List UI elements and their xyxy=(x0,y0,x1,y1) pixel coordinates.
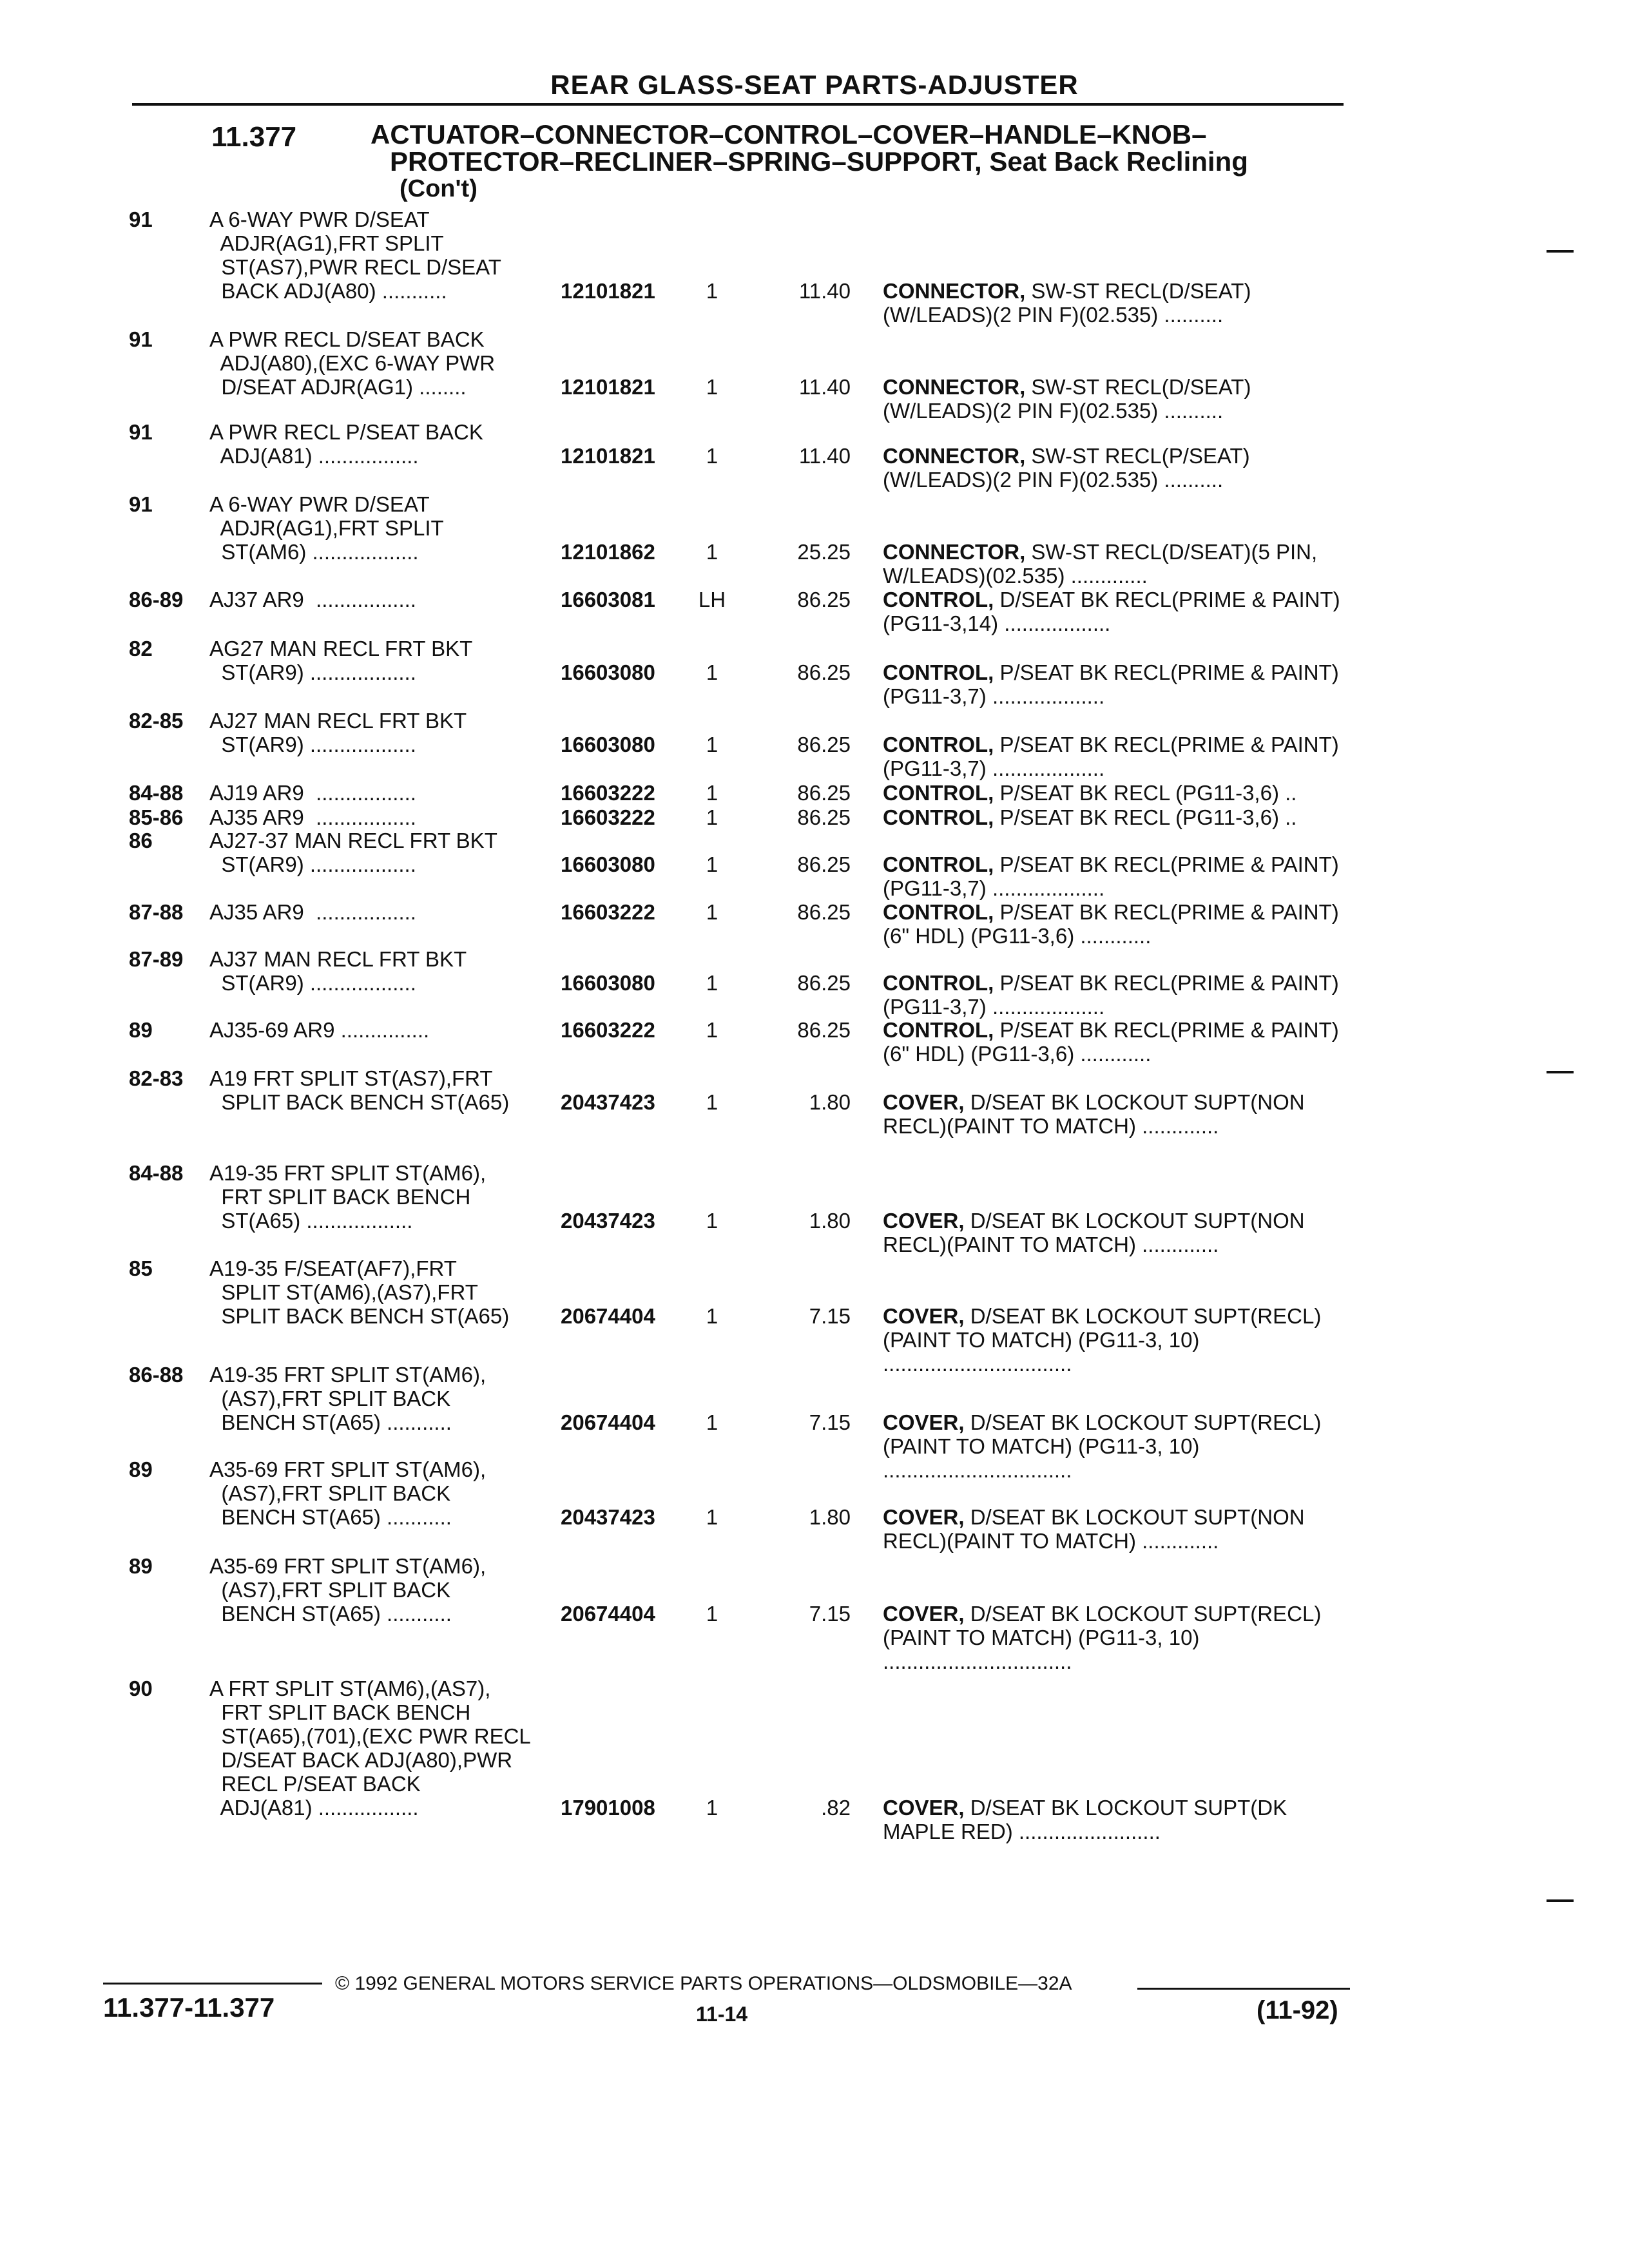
part-name-keyword: COVER, xyxy=(883,1090,965,1114)
application-description xyxy=(209,900,416,924)
quantity: 1 xyxy=(706,1796,718,1820)
part-name-keyword: COVER, xyxy=(883,1796,965,1820)
part-name xyxy=(883,1602,1347,1673)
model-year: 89 xyxy=(129,1018,153,1042)
price: 1.80 xyxy=(809,1209,851,1233)
part-name xyxy=(883,781,1347,805)
description-line: A 6-WAY PWR D/SEAT xyxy=(209,492,430,516)
description-line: (AS7),FRT SPLIT BACK xyxy=(209,1578,451,1602)
quantity: 1 xyxy=(706,540,718,564)
part-number: 12101821 xyxy=(561,444,655,468)
price: 86.25 xyxy=(797,1018,851,1042)
price: 1.80 xyxy=(809,1090,851,1114)
part-name-keyword: COVER, xyxy=(883,1410,965,1434)
description-line: A19-35 F/SEAT(AF7),FRT xyxy=(209,1256,457,1280)
description-line: AJ35 AR9 ................. xyxy=(209,805,416,829)
part-name xyxy=(883,1505,1347,1553)
application-description xyxy=(209,1161,486,1233)
description-line: FRT SPLIT BACK BENCH xyxy=(209,1700,471,1724)
model-year: 82-83 xyxy=(129,1066,184,1090)
description-line: (AS7),FRT SPLIT BACK xyxy=(209,1387,451,1410)
description-line: ADJR(AG1),FRT SPLIT xyxy=(209,231,444,255)
price: 11.40 xyxy=(798,375,851,399)
part-name-detail: P/SEAT BK RECL(PRIME & PAINT) (PG11-3,7) ................... xyxy=(883,733,1339,780)
model-year: 85 xyxy=(129,1256,153,1280)
part-number: 20674404 xyxy=(561,1602,655,1626)
description-line: ST(A65) .................. xyxy=(209,1209,413,1233)
description-line: ST(AM6) .................. xyxy=(209,540,419,564)
part-name-keyword: CONNECTOR, xyxy=(883,375,1026,399)
quantity: 1 xyxy=(706,733,718,756)
section-number: 11.377 xyxy=(211,121,297,153)
description-line: A35-69 FRT SPLIT ST(AM6), xyxy=(209,1554,487,1578)
description-line: BENCH ST(A65) ........... xyxy=(209,1505,452,1529)
quantity: 1 xyxy=(706,1505,718,1529)
price: 86.25 xyxy=(797,588,851,611)
part-number: 16603080 xyxy=(561,733,655,756)
description-line: D/SEAT BACK ADJ(A80),PWR xyxy=(209,1748,513,1772)
description-line: A PWR RECL P/SEAT BACK xyxy=(209,420,483,444)
quantity: 1 xyxy=(706,1018,718,1042)
model-year: 84-88 xyxy=(129,1161,184,1185)
application-description xyxy=(209,1363,486,1434)
price: 86.25 xyxy=(797,805,851,829)
part-number: 12101862 xyxy=(561,540,655,564)
quantity: 1 xyxy=(706,805,718,829)
section-title-line1: ACTUATOR–CONNECTOR–CONTROL–COVER–HANDLE–KNOB– xyxy=(371,119,1207,149)
description-line: AG27 MAN RECL FRT BKT xyxy=(209,637,473,660)
part-name-detail: SW-ST RECL(D/SEAT) (W/LEADS)(2 PIN F)(02.535) .......... xyxy=(883,279,1251,327)
part-name-detail: P/SEAT BK RECL(PRIME & PAINT) (PG11-3,7) ................... xyxy=(883,660,1339,708)
price: 86.25 xyxy=(797,733,851,756)
part-name xyxy=(883,1410,1347,1482)
quantity: 1 xyxy=(706,444,718,468)
application-description xyxy=(209,947,467,995)
model-year: 82-85 xyxy=(129,709,184,733)
part-name xyxy=(883,971,1347,1019)
description-line: AJ35 AR9 ................. xyxy=(209,900,416,924)
description-line: A PWR RECL D/SEAT BACK xyxy=(209,327,485,351)
description-line: ADJR(AG1),FRT SPLIT xyxy=(209,516,444,540)
part-name-keyword: CONTROL, xyxy=(883,900,994,924)
application-description xyxy=(209,829,497,876)
part-name xyxy=(883,540,1347,588)
footer-copyright: © 1992 GENERAL MOTORS SERVICE PARTS OPERATIONS—OLDSMOBILE—32A xyxy=(335,1973,1072,1994)
part-name-keyword: COVER, xyxy=(883,1505,965,1529)
header-rule xyxy=(132,103,1344,106)
model-year: 86-89 xyxy=(129,588,184,611)
description-line: ADJ(A81) ................. xyxy=(209,444,419,468)
description-line: BACK ADJ(A80) ........... xyxy=(209,279,447,303)
edge-mark xyxy=(1547,1071,1574,1073)
part-name-keyword: CONTROL, xyxy=(883,1018,994,1042)
description-line: ADJ(A80),(EXC 6-WAY PWR xyxy=(209,351,496,375)
model-year: 82 xyxy=(129,637,153,660)
application-description xyxy=(209,1256,509,1328)
description-line: BENCH ST(A65) ........... xyxy=(209,1410,452,1434)
part-name xyxy=(883,1090,1347,1138)
application-description xyxy=(209,588,416,611)
model-year: 87-88 xyxy=(129,900,184,924)
price: 86.25 xyxy=(797,852,851,876)
description-line: AJ35-69 AR9 ............... xyxy=(209,1018,430,1042)
price: 86.25 xyxy=(797,660,851,684)
model-year: 87-89 xyxy=(129,947,184,971)
quantity: 1 xyxy=(706,781,718,805)
part-name-detail: D/SEAT BK LOCKOUT SUPT(RECL)(PAINT TO MATCH) (PG11-3, 10) ................................ xyxy=(883,1602,1322,1673)
part-name-detail: SW-ST RECL(D/SEAT) (W/LEADS)(2 PIN F)(02.535) .......... xyxy=(883,375,1251,423)
part-name-keyword: CONNECTOR, xyxy=(883,540,1026,564)
part-number: 16603222 xyxy=(561,900,655,924)
part-number: 16603222 xyxy=(561,805,655,829)
part-name-detail: P/SEAT BK RECL(PRIME & PAINT) (PG11-3,7) ................... xyxy=(883,852,1339,900)
price: 7.15 xyxy=(809,1304,851,1328)
application-description xyxy=(209,1018,429,1042)
part-name-keyword: CONTROL, xyxy=(883,852,994,876)
part-name-detail: D/SEAT BK LOCKOUT SUPT(NON RECL)(PAINT TO MATCH) ............. xyxy=(883,1505,1305,1553)
application-description xyxy=(209,637,472,684)
part-name-keyword: COVER, xyxy=(883,1209,965,1233)
description-line: AJ37 AR9 ................. xyxy=(209,588,416,611)
edge-mark xyxy=(1547,250,1574,253)
quantity: LH xyxy=(698,588,726,611)
description-line: SPLIT BACK BENCH ST(A65) xyxy=(209,1090,510,1114)
part-number: 12101821 xyxy=(561,279,655,303)
quantity: 1 xyxy=(706,1090,718,1114)
part-name-detail: P/SEAT BK RECL(PRIME & PAINT) (PG11-3,7) ................... xyxy=(883,971,1339,1019)
description-line: BENCH ST(A65) ........... xyxy=(209,1602,452,1626)
part-name-detail: P/SEAT BK RECL(PRIME & PAINT)(6" HDL) (PG11-3,6) ............ xyxy=(883,900,1339,948)
quantity: 1 xyxy=(706,1410,718,1434)
description-line: ST(AR9) .................. xyxy=(209,852,416,876)
model-year: 91 xyxy=(129,492,153,516)
part-name-keyword: CONTROL, xyxy=(883,588,994,611)
part-name xyxy=(883,900,1347,948)
price: 86.25 xyxy=(797,971,851,995)
part-name xyxy=(883,1304,1347,1376)
part-number: 20437423 xyxy=(561,1209,655,1233)
part-name xyxy=(883,852,1347,900)
model-year: 84-88 xyxy=(129,781,184,805)
application-description xyxy=(209,420,483,468)
model-year: 86 xyxy=(129,829,153,852)
model-year: 91 xyxy=(129,327,153,351)
part-name-detail: D/SEAT BK LOCKOUT SUPT(DK MAPLE RED) ........................ xyxy=(883,1796,1287,1843)
description-line: A35-69 FRT SPLIT ST(AM6), xyxy=(209,1457,487,1481)
footer-page-number: 11-14 xyxy=(696,2003,748,2026)
part-name-detail: D/SEAT BK LOCKOUT SUPT(NON RECL)(PAINT TO MATCH) ............. xyxy=(883,1090,1305,1138)
part-name-keyword: CONTROL, xyxy=(883,781,994,805)
part-name-keyword: CONTROL, xyxy=(883,733,994,756)
description-line: RECL P/SEAT BACK xyxy=(209,1772,421,1796)
model-year: 86-88 xyxy=(129,1363,184,1387)
price: 11.40 xyxy=(798,444,851,468)
quantity: 1 xyxy=(706,660,718,684)
quantity: 1 xyxy=(706,900,718,924)
price: 1.80 xyxy=(809,1505,851,1529)
quantity: 1 xyxy=(706,971,718,995)
part-name-detail: SW-ST RECL(D/SEAT)(5 PIN, W/LEADS)(02.535) ............. xyxy=(883,540,1318,588)
application-description xyxy=(209,781,416,805)
section-title-line2: PROTECTOR–RECLINER–SPRING–SUPPORT, Seat Back Reclining xyxy=(390,146,1248,177)
part-number: 17901008 xyxy=(561,1796,655,1820)
description-line: ST(AR9) .................. xyxy=(209,660,416,684)
part-number: 16603222 xyxy=(561,1018,655,1042)
part-name-detail: D/SEAT BK LOCKOUT SUPT(NON RECL)(PAINT TO MATCH) ............. xyxy=(883,1209,1305,1256)
part-number: 20437423 xyxy=(561,1505,655,1529)
price: 25.25 xyxy=(797,540,851,564)
description-line: ST(A65),(701),(EXC PWR RECL xyxy=(209,1724,531,1748)
part-number: 16603080 xyxy=(561,660,655,684)
part-name xyxy=(883,805,1347,829)
price: 7.15 xyxy=(809,1602,851,1626)
quantity: 1 xyxy=(706,1304,718,1328)
part-name xyxy=(883,1209,1347,1256)
description-line: A19 FRT SPLIT ST(AS7),FRT xyxy=(209,1066,493,1090)
description-line: A19-35 FRT SPLIT ST(AM6), xyxy=(209,1363,487,1387)
part-name-keyword: COVER, xyxy=(883,1304,965,1328)
description-line: AJ27 MAN RECL FRT BKT xyxy=(209,709,467,733)
part-number: 20674404 xyxy=(561,1304,655,1328)
part-name-keyword: CONNECTOR, xyxy=(883,279,1026,303)
application-description xyxy=(209,327,495,399)
section-title-line3: (Con't) xyxy=(400,175,477,202)
part-number: 12101821 xyxy=(561,375,655,399)
application-description xyxy=(209,709,467,756)
part-name-detail: P/SEAT BK RECL (PG11-3,6) .. xyxy=(994,781,1297,805)
application-description xyxy=(209,1554,486,1626)
model-year: 90 xyxy=(129,1677,153,1700)
quantity: 1 xyxy=(706,1209,718,1233)
section-title xyxy=(371,121,1337,202)
application-description xyxy=(209,1066,509,1114)
model-year: 85-86 xyxy=(129,805,184,829)
part-name xyxy=(883,279,1347,327)
quantity: 1 xyxy=(706,852,718,876)
edge-mark xyxy=(1547,1899,1574,1902)
footer-rule-right xyxy=(1137,1988,1350,1990)
footer-rule-left xyxy=(103,1983,322,1984)
description-line: A19-35 FRT SPLIT ST(AM6), xyxy=(209,1161,487,1185)
description-line: SPLIT BACK BENCH ST(A65) xyxy=(209,1304,510,1328)
part-name-detail: D/SEAT BK LOCKOUT SUPT(RECL)(PAINT TO MATCH) (PG11-3, 10) ................................ xyxy=(883,1410,1322,1482)
model-year: 89 xyxy=(129,1457,153,1481)
description-line: AJ19 AR9 ................. xyxy=(209,781,416,805)
part-name xyxy=(883,733,1347,780)
part-name-detail: P/SEAT BK RECL(PRIME & PAINT)(6" HDL) (PG11-3,6) ............ xyxy=(883,1018,1339,1066)
footer-date: (11-92) xyxy=(1257,1996,1338,2024)
price: .82 xyxy=(821,1796,851,1820)
quantity: 1 xyxy=(706,375,718,399)
part-name-detail: SW-ST RECL(P/SEAT) (W/LEADS)(2 PIN F)(02.535) .......... xyxy=(883,444,1250,492)
part-name-keyword: CONNECTOR, xyxy=(883,444,1026,468)
part-name xyxy=(883,1796,1347,1843)
page-title: REAR GLASS-SEAT PARTS-ADJUSTER xyxy=(550,70,1079,100)
description-line: ST(AR9) .................. xyxy=(209,733,416,756)
part-name xyxy=(883,1018,1347,1066)
part-name xyxy=(883,660,1347,708)
part-name-keyword: CONTROL, xyxy=(883,971,994,995)
part-name-detail: D/SEAT BK LOCKOUT SUPT(RECL)(PAINT TO MATCH) (PG11-3, 10) ................................ xyxy=(883,1304,1322,1376)
part-name-keyword: CONTROL, xyxy=(883,805,994,829)
part-name-detail: D/SEAT BK RECL(PRIME & PAINT) (PG11-3,14) .................. xyxy=(883,588,1340,635)
model-year: 89 xyxy=(129,1554,153,1578)
description-line: ST(AR9) .................. xyxy=(209,971,416,995)
application-description xyxy=(209,492,444,564)
description-line: ST(AS7),PWR RECL D/SEAT xyxy=(209,255,501,279)
part-number: 16603080 xyxy=(561,971,655,995)
part-name-detail: P/SEAT BK RECL (PG11-3,6) .. xyxy=(994,805,1297,829)
description-line: A 6-WAY PWR D/SEAT xyxy=(209,207,430,231)
description-line: FRT SPLIT BACK BENCH xyxy=(209,1185,471,1209)
price: 7.15 xyxy=(809,1410,851,1434)
application-description xyxy=(209,1457,486,1529)
description-line: (AS7),FRT SPLIT BACK xyxy=(209,1481,451,1505)
description-line: SPLIT ST(AM6),(AS7),FRT xyxy=(209,1280,478,1304)
quantity: 1 xyxy=(706,279,718,303)
model-year: 91 xyxy=(129,207,153,231)
part-name xyxy=(883,444,1347,492)
application-description xyxy=(209,805,416,829)
part-number: 16603222 xyxy=(561,781,655,805)
part-number: 20674404 xyxy=(561,1410,655,1434)
part-name-keyword: CONTROL, xyxy=(883,660,994,684)
description-line: ADJ(A81) ................. xyxy=(209,1796,419,1820)
description-line: AJ37 MAN RECL FRT BKT xyxy=(209,947,467,971)
part-number: 16603080 xyxy=(561,852,655,876)
part-name xyxy=(883,375,1347,423)
part-name xyxy=(883,588,1347,635)
part-number: 20437423 xyxy=(561,1090,655,1114)
application-description xyxy=(209,1677,531,1820)
footer-section-range: 11.377-11.377 xyxy=(103,1992,275,2023)
description-line: A FRT SPLIT ST(AM6),(AS7), xyxy=(209,1677,491,1700)
application-description xyxy=(209,207,501,303)
price: 11.40 xyxy=(798,279,851,303)
description-line: D/SEAT ADJR(AG1) ........ xyxy=(209,375,467,399)
model-year: 91 xyxy=(129,420,153,444)
price: 86.25 xyxy=(797,900,851,924)
quantity: 1 xyxy=(706,1602,718,1626)
part-number: 16603081 xyxy=(561,588,655,611)
price: 86.25 xyxy=(797,781,851,805)
description-line: AJ27-37 MAN RECL FRT BKT xyxy=(209,829,497,852)
part-name-keyword: COVER, xyxy=(883,1602,965,1626)
